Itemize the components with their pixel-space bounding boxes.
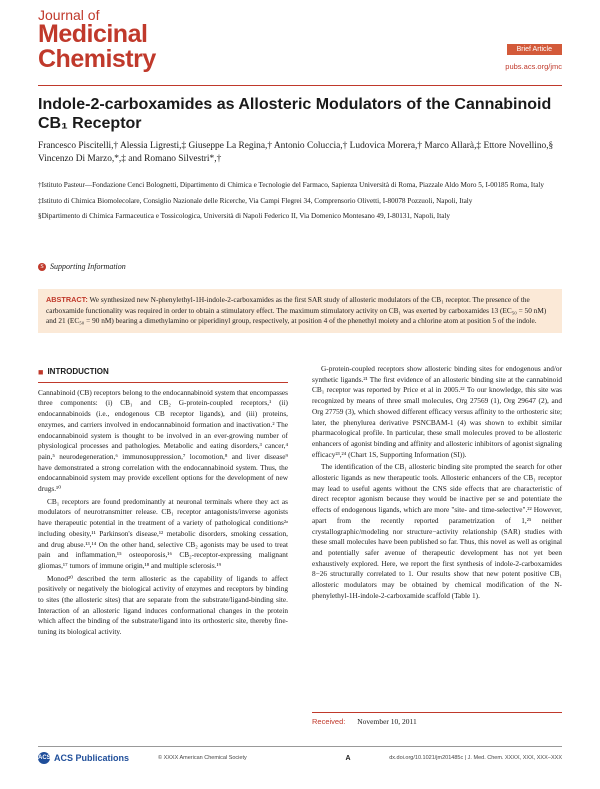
journal-name-line2: Medicinal — [38, 20, 148, 48]
paragraph: CB₁ receptors are found predominantly at neuronal terminals where they act as modulators of neurotransmitter release. CB₁ receptor antagonists/inverse agonists have therapeutic potential in the treatment of a variety of pathological conditions²ᵃ including obesity,¹¹ Parkinson's disease,¹² metabolic disorders, smoking cessation, and drug abuse.¹³,¹⁴ On the other hand, selective CB₂ agonists may be used to treat pain and inflammation,¹⁵ osteoporosis,¹⁶ CB₂-receptor-expressing malignant gliomas,¹⁷ tumors of immune origin,¹⁸ and multiple sclerosis.¹⁹ — [38, 496, 288, 570]
journal-url-link[interactable]: pubs.acs.org/jmc — [505, 62, 562, 71]
publisher-logo — [38, 752, 158, 764]
received-value: November 10, 2011 — [357, 717, 417, 726]
affiliation-2: ‡Istituto di Chimica Biomolecolare, Consiglio Nazionale delle Ricerche, Via Campi Flegrei 34, Comprensorio Olivetti, I-80078 Pozzuoli, Napoli, Italy — [38, 196, 473, 205]
paragraph: Monod²⁰ described the term allosteric as the capability of ligands to affect positively or negatively the biological activity of enzymes and receptors by binding to sites (the allosteric sites) that are separate from the substrate/ligand-binding site. Interaction of an allosteric ligand induces conformational changes in the protein which affect the binding of the substrate/ligand into its orthosteric site, thereby fine-tuning its biological activity. — [38, 573, 288, 637]
paragraph: Cannabinoid (CB) receptors belong to the endocannabinoid system that encompasses three components: (i) CB₁ and CB₂ G-protein-coupled receptors,¹ (ii) endocannabinoids (i.e., endogenous CB receptor ligands), and (iii) proteins, enzymes, and carriers involved in endocannabinoid formation and inactivation.² The endocannabinoid system is thought to be involved in an ever-growing number of physiological processes and pathologies. Metabolic and eating disorders,³ cancer,⁴ pain,⁵ neurodegeneration,⁶ immunosuppression,⁷ locomotion,⁸ and liver disease⁹ have demonstrated a strong correlation with the endocannabinoid system. Thus, the endocannabinoid system may provide excellent options for the development of new drugs.¹⁰ — [38, 387, 288, 494]
abstract-box — [38, 289, 562, 333]
supporting-info-link[interactable] — [38, 262, 126, 271]
introduction-heading-label: INTRODUCTION — [47, 367, 109, 376]
supporting-info-icon: S — [38, 263, 46, 271]
page-footer — [38, 746, 562, 769]
doi-link[interactable]: dx.doi.org/10.1021/jm201485c | J. Med. Chem. XXXX, XXX, XXX−XXX — [389, 755, 562, 761]
journal-name-line3: Chemistry — [38, 45, 156, 73]
journal-name-line1: Journal of — [38, 7, 100, 23]
right-column — [312, 364, 562, 603]
received-label: Received: — [312, 717, 346, 726]
author-list: Francesco Piscitelli,† Alessia Ligresti,‡ Giuseppe La Regina,† Antonio Coluccia,† Ludovica Morera,† Marco Allarà,‡ Ettore Novellino,§ Vincenzo Di Marzo,*,‡ and Romano Silvestri*,† — [38, 141, 554, 164]
header-divider — [38, 85, 562, 86]
left-column — [38, 364, 288, 640]
article-title: Indole-2-carboxamides as Allosteric Modulators of the Cannabinoid CB₁ Receptor — [38, 96, 552, 132]
received-date — [312, 712, 562, 726]
copyright-text: © XXXX American Chemical Society — [158, 755, 247, 761]
supporting-info-label: Supporting Information — [50, 262, 126, 271]
acs-logo-icon: ACS — [38, 752, 50, 764]
section-bullet-icon: ■ — [38, 367, 44, 377]
paragraph: The identification of the CB₁ allosteric binding site prompted the search for other allosteric ligands as new therapeutic tools. Allosteric enhancers of the CB₁ receptor may lead to useful agents without the CNS side effects that are characteristic of direct receptor agonism because they would be inactive per se and potentiate the effects of endogenous ligands, which are more "site- and time-selective".²² However, apart from the recently reported parametrization of 1,²⁵ neither crystallographic/modeling nor structure−activity relationship (SAR) studies with these small molecules have been published so far. Thus, this novel as well as original and potentially safer avenue of therapeutic development has not yet been exhaustively explored. Here, we report the first synthesis of indole-2-carboxamides 8−26 structurally correlated to 1. Our results show that new potent positive CB₁ allosteric modulators may be obtained by chemical modification of the N-phenylethyl-1H-indole-2-carboxamide scaffold (Table 1). — [312, 462, 562, 600]
page-number: A — [345, 754, 351, 762]
section-divider — [38, 382, 288, 383]
abstract-text: We synthesized new N-phenylethyl-1H-indole-2-carboxamides as the first SAR study of allosteric modulators of the CB₁ receptor. The presence of the carboxamide functionality was required in order to obtain a stimulatory effect. The maximum stimulatory activity on CB₁ was exerted by carboxamides 13 (EC₅₀ = 50 nM) and 21 (EC₅₀ = 90 nM) bearing a dimethylamino or piperidinyl group, respectively, at position 4 of the phenethyl moiety and a chlorine atom at position 5 of the indole. — [46, 295, 547, 326]
journal-logo — [38, 8, 208, 72]
abstract-label: ABSTRACT: — [46, 295, 88, 304]
paragraph: G-protein-coupled receptors show allosteric binding sites for endogenous and/or synthetic ligands.²¹ The first evidence of an allosteric binding site at the cannabinoid CB₁ receptor was reported by Price et al in 2005.²² To our knowledge, this site was recognized by means of three small molecules, Org 27569 (1), Org 29647 (2), and Org 27759 (3), which showed different efficacy versus affinity to the orthosteric site; later, the phenylurea derivative PSNCBAM-1 (4) was shown to exhibit similar pharmacological profile. In particular, these small molecules proved to be allosteric enhancers of agonist binding and affinity and allosteric inhibitors of agonist signaling efficacy²³,²⁴ (Chart 1S, Supporting Information (SI)). — [312, 364, 562, 459]
article-type-badge: Brief Article — [507, 44, 562, 55]
publisher-name: ACS Publications — [54, 753, 130, 763]
affiliation-1: †Istituto Pasteur—Fondazione Cenci Bolognetti, Dipartimento di Chimica e Tecnologie del Farmaco, Sapienza Università di Roma, Piazzale Aldo Moro 5, I-00185 Roma, Italy — [38, 181, 544, 189]
affiliation-3: §Dipartimento di Chimica Farmaceutica e Tossicologica, Università di Napoli Federico II, Via Domenico Montesano 49, I-80131, Napoli, Italy — [38, 212, 450, 220]
introduction-heading — [38, 367, 288, 378]
affiliations — [38, 180, 562, 227]
